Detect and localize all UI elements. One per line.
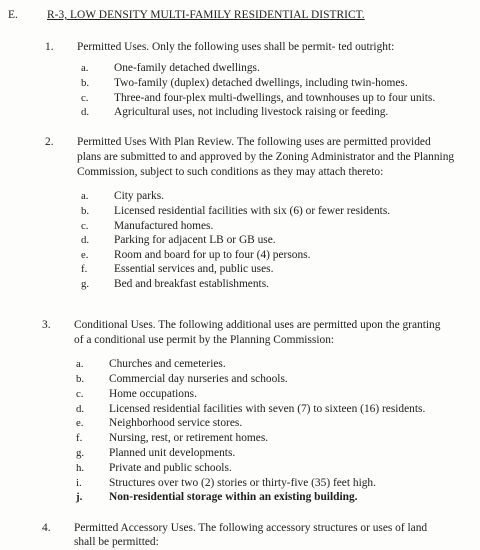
item-heading: Permitted Accessory Uses. The following accessory structures or uses of land <box>74 522 428 534</box>
subitem-text: One-family detached dwellings. <box>114 62 260 74</box>
item-heading: Conditional Uses. The following additional uses are permitted upon the granting <box>74 319 441 331</box>
subitem-letter: b. <box>81 205 90 217</box>
item-heading-line: of a conditional use permit by the Planning Commission: <box>74 334 335 346</box>
subitem-letter: f. <box>81 263 88 275</box>
subitem-text: Licensed residential facilities with six (6) or fewer residents. <box>114 205 391 217</box>
subitem-letter: j. <box>76 491 83 503</box>
item-heading: Permitted Uses. Only the following uses shall be permit- ted outright: <box>77 41 395 53</box>
subitem-letter: g. <box>76 447 85 459</box>
subitem-letter: d. <box>76 403 85 415</box>
subitem-text: Parking for adjacent LB or GB use. <box>114 234 276 246</box>
subitem-text: Private and public schools. <box>109 462 232 474</box>
subitem-letter: c. <box>76 388 84 400</box>
subitem-letter: i. <box>76 477 82 489</box>
subitem-text: Room and board for up to four (4) persons. <box>114 249 311 261</box>
subitem-letter: c. <box>81 92 89 104</box>
subitem-letter: e. <box>76 417 84 429</box>
item-heading-line: shall be permitted: <box>74 536 159 548</box>
item-heading-line: plans are submitted to and approved by the Zoning Administrator and the Planning <box>77 151 455 163</box>
subitem-letter: h. <box>76 462 85 474</box>
subitem-letter: d. <box>81 106 90 118</box>
subitem-text: Bed and breakfast establishments. <box>114 278 269 290</box>
item-heading: Permitted Uses With Plan Review. The following uses are permitted provided <box>77 136 431 148</box>
subitem-text: Three-and four-plex multi-dwellings, and townhouses up to four units. <box>114 92 436 104</box>
subitem-letter: f. <box>76 432 83 444</box>
subitem-letter: d. <box>81 234 90 246</box>
item-number: 4. <box>42 522 51 534</box>
subitem-text: City parks. <box>114 190 164 202</box>
subitem-letter: a. <box>76 358 84 370</box>
subitem-letter: e. <box>81 249 89 261</box>
item-number: 1. <box>45 41 54 53</box>
subitem-text: Licensed residential facilities with seven (7) to sixteen (16) residents. <box>109 403 426 415</box>
subitem-text: Home occupations. <box>109 388 197 400</box>
item-number: 3. <box>42 319 51 331</box>
subitem-text: Neighborhood service stores. <box>109 417 243 429</box>
subitem-text: Commercial day nurseries and schools. <box>109 373 288 385</box>
section-letter: E. <box>8 9 18 21</box>
subitem-letter: a. <box>81 190 89 202</box>
subitem-letter: b. <box>81 77 90 89</box>
subitem-letter: b. <box>76 373 85 385</box>
item-heading-line: Commission, subject to such conditions as they may attach thereto: <box>77 166 384 178</box>
subitem-text: Nursing, rest, or retirement homes. <box>109 432 269 444</box>
subitem-letter: c. <box>81 220 89 232</box>
subitem-text: Churches and cemeteries. <box>109 358 226 370</box>
section-title: R-3, LOW DENSITY MULTI-FAMILY RESIDENTIAL DISTRICT. <box>47 9 365 21</box>
subitem-text: Essential services and, public uses. <box>114 263 274 275</box>
subitem-text: Structures over two (2) stories or thirty-five (35) feet high. <box>109 477 376 489</box>
subitem-letter: g. <box>81 278 90 290</box>
subitem-text: Planned unit developments. <box>109 447 236 459</box>
subitem-text: Non-residential storage within an existing building. <box>109 491 358 503</box>
subitem-text: Two-family (duplex) detached dwellings, including twin-homes. <box>114 77 408 89</box>
subitem-letter: a. <box>81 62 89 74</box>
subitem-text: Manufactured homes. <box>114 220 214 232</box>
item-number: 2. <box>45 136 54 148</box>
subitem-text: Agricultural uses, not including livestock raising or feeding. <box>114 106 389 118</box>
